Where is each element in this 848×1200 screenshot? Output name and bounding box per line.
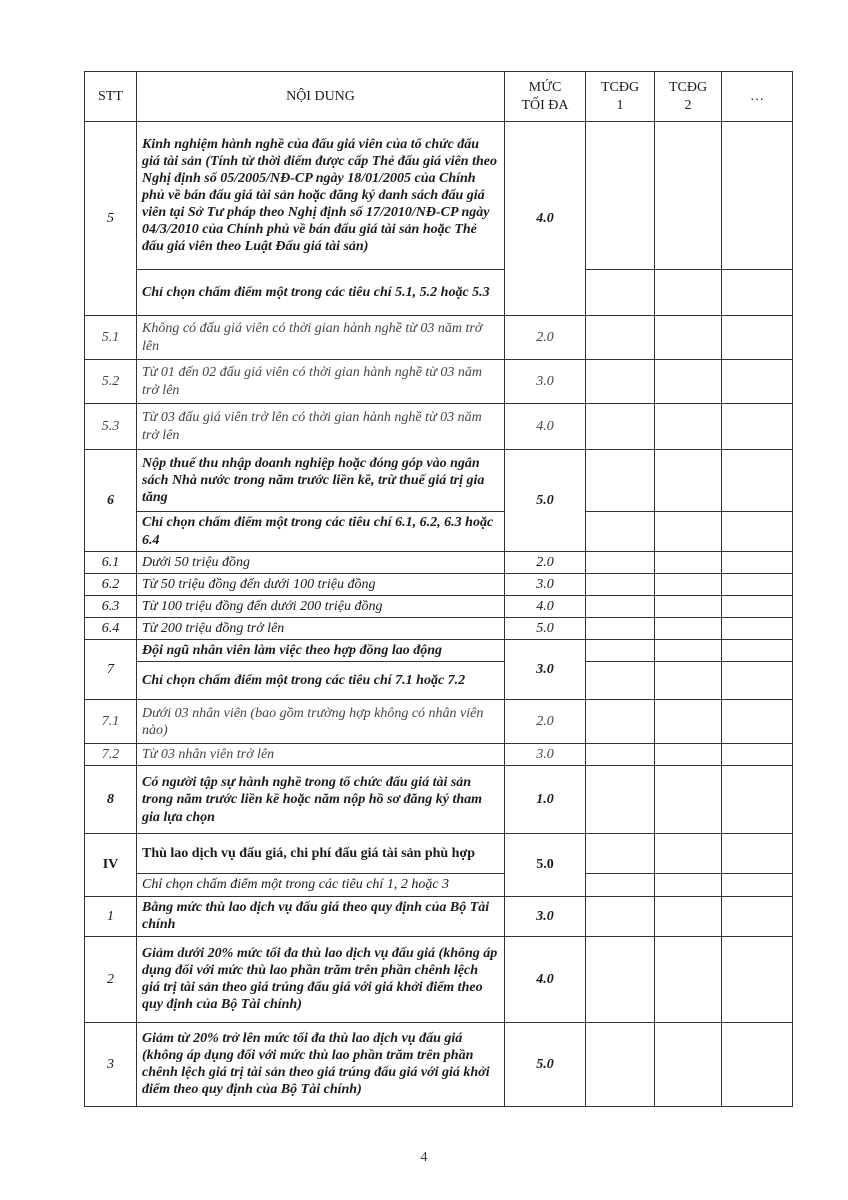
score-cell: [586, 1022, 655, 1106]
row-content: Giảm dưới 20% mức tối đa thù lao dịch vụ đấu giá (không áp dụng đối với mức thù lao phần trăm trên phần chênh lệch giá trị tài sản theo giá trúng đấu giá với giá khởi điểm theo quy định của Bộ Tài chính): [137, 936, 505, 1022]
table-row: [85, 512, 793, 552]
row-stt: 5.2: [85, 360, 137, 404]
score-cell: [655, 896, 722, 936]
score-cell: [586, 512, 655, 552]
score-cell: [655, 936, 722, 1022]
row-content: Thù lao dịch vụ đấu giá, chi phí đấu giá tài sản phù hợp: [137, 834, 505, 874]
row-max-score: 3.0: [505, 640, 586, 700]
row-content: Từ 100 triệu đồng đến dưới 200 triệu đồng: [137, 596, 505, 618]
page-number: 4: [420, 1150, 428, 1165]
score-cell: [722, 936, 793, 1022]
row-content: Từ 03 nhân viên trở lên: [137, 744, 505, 766]
row-stt: 1: [85, 896, 137, 936]
table-row: [85, 874, 793, 896]
row-stt: 5.1: [85, 316, 137, 360]
score-cell: [722, 618, 793, 640]
score-cell: [586, 450, 655, 512]
score-cell: [655, 874, 722, 896]
score-cell: [655, 662, 722, 700]
score-cell: [586, 700, 655, 744]
score-cell: [722, 896, 793, 936]
score-cell: [722, 662, 793, 700]
header-tcdg-1: TCĐG 1: [586, 72, 655, 122]
score-cell: [655, 450, 722, 512]
score-cell: [655, 360, 722, 404]
score-cell: [586, 936, 655, 1022]
score-cell: [586, 360, 655, 404]
table-row: [85, 834, 793, 874]
table-row: [85, 766, 793, 834]
score-cell: [655, 1022, 722, 1106]
score-cell: [722, 552, 793, 574]
row-content: Kinh nghiệm hành nghề của đấu giá viên của tổ chức đấu giá tài sản (Tính từ thời điểm được cấp Thẻ đấu giá viên theo Nghị định số 05/2005/NĐ-CP ngày 18/01/2005 của Chính phủ về bán đấu giá tài sản hoặc đăng ký danh sách đấu giá viên tại Sở Tư pháp theo Nghị định số 17/2010/NĐ-CP ngày 04/3/2010 của Chính phủ về bán đấu giá tài sản hoặc Thẻ đấu giá viên theo Luật Đấu giá tài sản): [137, 122, 505, 270]
score-cell: [722, 700, 793, 744]
table-row: [85, 700, 793, 744]
row-stt: 5: [85, 122, 137, 316]
row-stt: 6.4: [85, 618, 137, 640]
row-max-score: 2.0: [505, 700, 586, 744]
row-max-score: 5.0: [505, 450, 586, 552]
score-cell: [722, 766, 793, 834]
score-cell: [655, 640, 722, 662]
row-content: Nộp thuế thu nhập doanh nghiệp hoặc đóng góp vào ngân sách Nhà nước trong năm trước liền kề, trừ thuế giá trị gia tăng: [137, 450, 505, 512]
score-cell: [722, 316, 793, 360]
score-cell: [586, 834, 655, 874]
header-stt: STT: [85, 72, 137, 122]
score-cell: [586, 404, 655, 450]
row-content: Giảm từ 20% trở lên mức tối đa thù lao dịch vụ đấu giá (không áp dụng đối với mức thù lao phần trăm trên phần chênh lệch giá trị tài sản theo giá trúng đấu giá với giá khởi điểm theo quy định của Bộ Tài chính): [137, 1022, 505, 1106]
row-content: Đội ngũ nhân viên làm việc theo hợp đồng lao động: [137, 640, 505, 662]
table-row: [85, 270, 793, 316]
score-cell: [722, 874, 793, 896]
score-cell: [722, 404, 793, 450]
table-row: [85, 936, 793, 1022]
row-content: Từ 03 đấu giá viên trở lên có thời gian hành nghề từ 03 năm trở lên: [137, 404, 505, 450]
row-max-score: 4.0: [505, 404, 586, 450]
row-max-score: 4.0: [505, 596, 586, 618]
scoring-table: [84, 71, 793, 1107]
row-max-score: 1.0: [505, 766, 586, 834]
score-cell: [722, 834, 793, 874]
table-row: [85, 552, 793, 574]
row-stt: IV: [85, 834, 137, 896]
score-cell: [722, 270, 793, 316]
row-content: Từ 01 đến 02 đấu giá viên có thời gian hành nghề từ 03 năm trở lên: [137, 360, 505, 404]
row-stt: 7.2: [85, 744, 137, 766]
score-cell: [722, 512, 793, 552]
table-row: [85, 618, 793, 640]
score-cell: [722, 574, 793, 596]
score-cell: [655, 700, 722, 744]
row-stt: 7: [85, 640, 137, 700]
row-note: Chỉ chọn chấm điểm một trong các tiêu chí 5.1, 5.2 hoặc 5.3: [137, 270, 505, 316]
table-row: [85, 122, 793, 270]
row-note: Chỉ chọn chấm điểm một trong các tiêu chí 7.1 hoặc 7.2: [137, 662, 505, 700]
score-cell: [586, 896, 655, 936]
score-cell: [586, 270, 655, 316]
row-content: Dưới 50 triệu đồng: [137, 552, 505, 574]
row-max-score: 2.0: [505, 316, 586, 360]
score-cell: [586, 596, 655, 618]
score-cell: [586, 574, 655, 596]
score-cell: [586, 640, 655, 662]
row-content: Không có đấu giá viên có thời gian hành nghề từ 03 năm trở lên: [137, 316, 505, 360]
table-row: [85, 744, 793, 766]
score-cell: [655, 618, 722, 640]
row-content: Bằng mức thù lao dịch vụ đấu giá theo quy định của Bộ Tài chính: [137, 896, 505, 936]
score-cell: [655, 744, 722, 766]
table-row: [85, 316, 793, 360]
score-cell: [655, 316, 722, 360]
row-content: Từ 200 triệu đồng trở lên: [137, 618, 505, 640]
row-max-score: 3.0: [505, 360, 586, 404]
header-tcdg-2: TCĐG 2: [655, 72, 722, 122]
score-cell: [586, 744, 655, 766]
row-stt: 3: [85, 1022, 137, 1106]
score-cell: [722, 360, 793, 404]
table-row: [85, 404, 793, 450]
row-content: Có người tập sự hành nghề trong tổ chức đấu giá tài sản trong năm trước liền kề hoặc năm nộp hồ sơ đăng ký tham gia lựa chọn: [137, 766, 505, 834]
row-stt: 5.3: [85, 404, 137, 450]
score-cell: [586, 766, 655, 834]
row-content: Dưới 03 nhân viên (bao gồm trường hợp không có nhân viên nào): [137, 700, 505, 744]
row-max-score: 4.0: [505, 936, 586, 1022]
score-cell: [655, 270, 722, 316]
table-row: [85, 662, 793, 700]
score-cell: [655, 596, 722, 618]
row-note: Chỉ chọn chấm điểm một trong các tiêu chí 6.1, 6.2, 6.3 hoặc 6.4: [137, 512, 505, 552]
score-cell: [586, 552, 655, 574]
header-more-columns: …: [722, 72, 793, 122]
row-stt: 6.1: [85, 552, 137, 574]
score-cell: [722, 596, 793, 618]
row-max-score: 4.0: [505, 122, 586, 316]
table-row: [85, 450, 793, 512]
table-header-row: [85, 72, 793, 122]
row-max-score: 3.0: [505, 896, 586, 936]
score-cell: [655, 834, 722, 874]
score-cell: [655, 574, 722, 596]
row-max-score: 3.0: [505, 744, 586, 766]
row-note: Chỉ chọn chấm điểm một trong các tiêu chí 1, 2 hoặc 3: [137, 874, 505, 896]
row-content: Từ 50 triệu đồng đến dưới 100 triệu đồng: [137, 574, 505, 596]
row-max-score: 5.0: [505, 618, 586, 640]
table-row: [85, 574, 793, 596]
score-cell: [655, 766, 722, 834]
score-cell: [586, 874, 655, 896]
score-cell: [722, 640, 793, 662]
score-cell: [586, 618, 655, 640]
row-stt: 6.2: [85, 574, 137, 596]
row-stt: 6.3: [85, 596, 137, 618]
row-stt: 7.1: [85, 700, 137, 744]
score-cell: [586, 662, 655, 700]
score-cell: [722, 1022, 793, 1106]
table-row: [85, 896, 793, 936]
table-row: [85, 640, 793, 662]
table-row: [85, 360, 793, 404]
score-cell: [586, 316, 655, 360]
row-max-score: 5.0: [505, 1022, 586, 1106]
header-max-score: MỨC TỐI ĐA: [505, 72, 586, 122]
score-cell: [655, 552, 722, 574]
row-stt: 2: [85, 936, 137, 1022]
score-cell: [722, 450, 793, 512]
row-max-score: 3.0: [505, 574, 586, 596]
table-row: [85, 1022, 793, 1106]
row-stt: 6: [85, 450, 137, 552]
score-cell: [722, 744, 793, 766]
score-cell: [655, 404, 722, 450]
score-cell: [586, 122, 655, 270]
header-content: NỘI DUNG: [137, 72, 505, 122]
row-stt: 8: [85, 766, 137, 834]
row-max-score: 2.0: [505, 552, 586, 574]
score-cell: [722, 122, 793, 270]
table-row: [85, 596, 793, 618]
score-cell: [655, 512, 722, 552]
score-cell: [655, 122, 722, 270]
row-max-score: 5.0: [505, 834, 586, 896]
